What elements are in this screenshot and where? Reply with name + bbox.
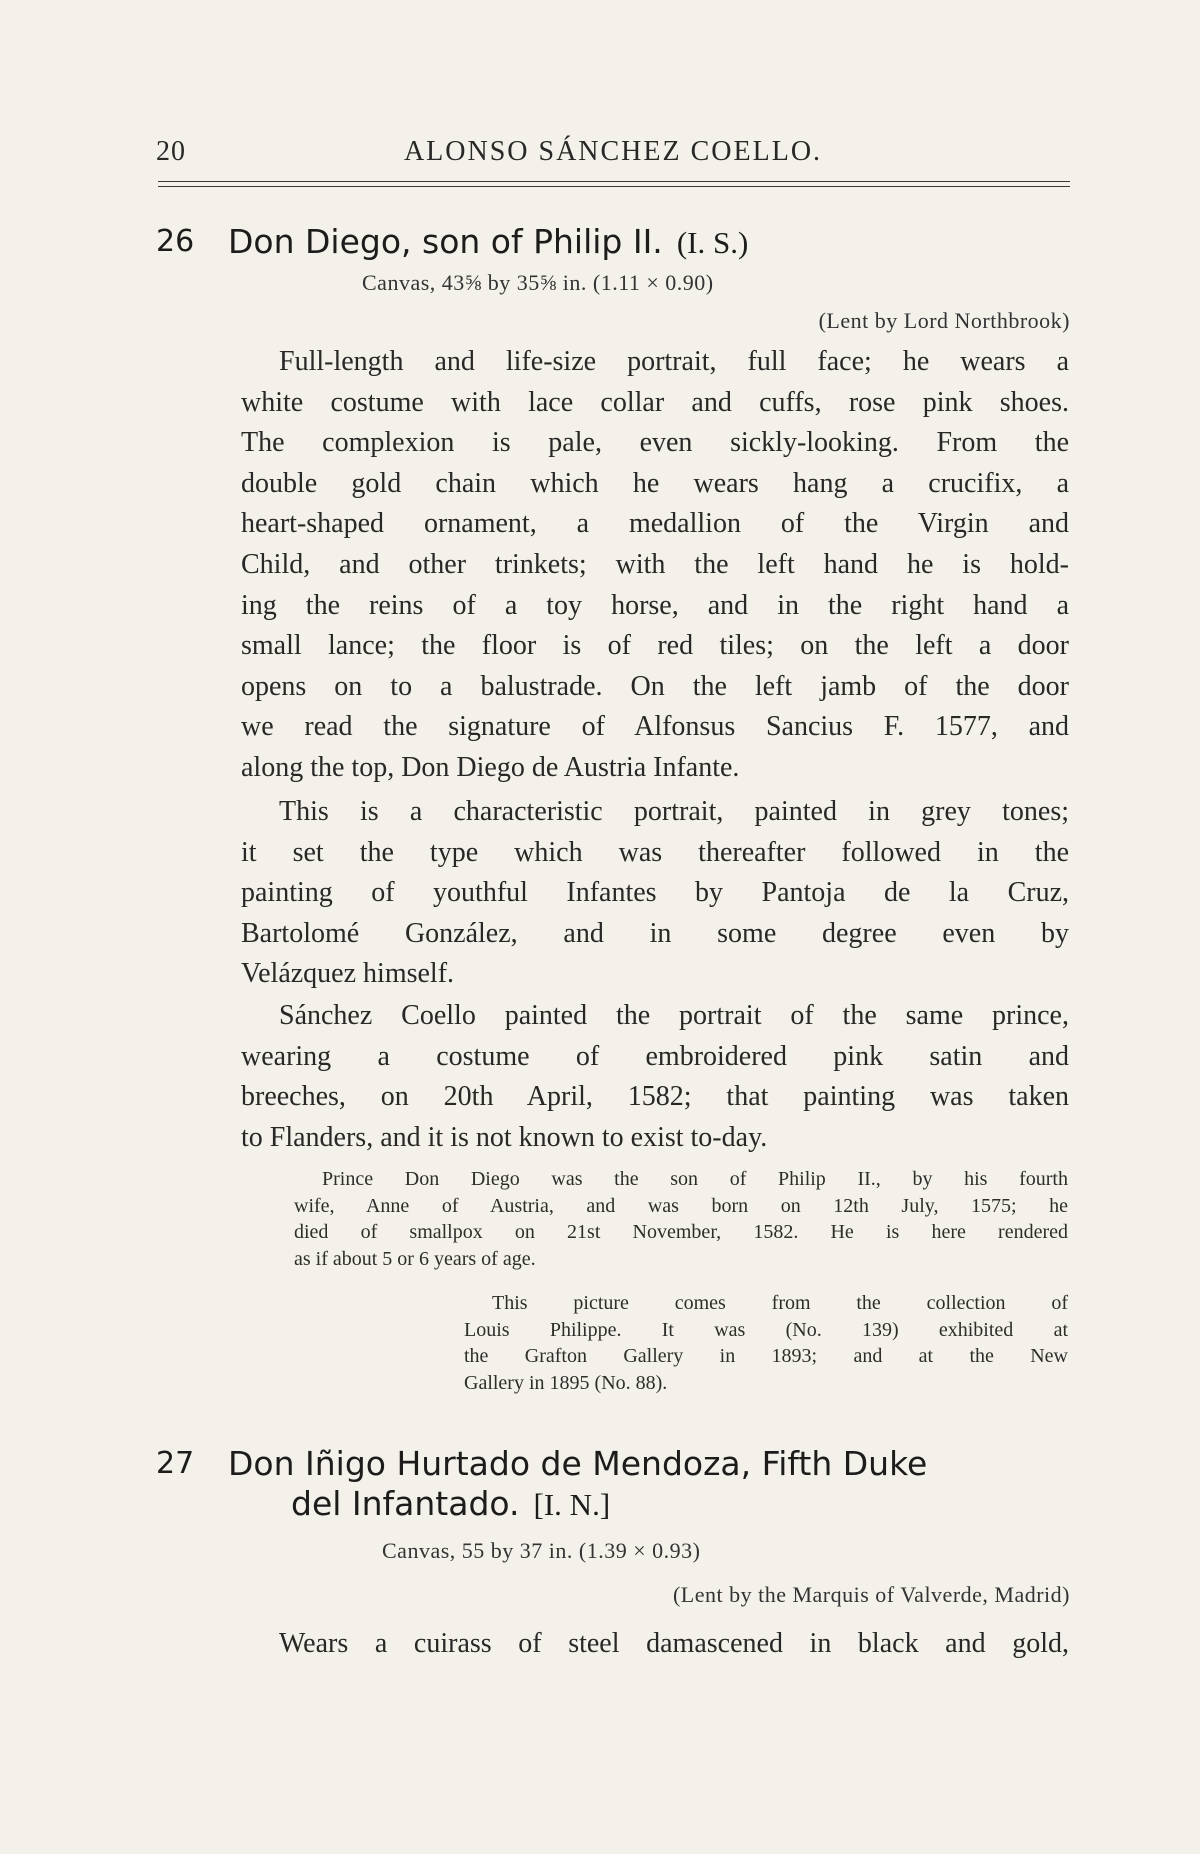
- entry-26-paragraph-1: [241, 342, 1069, 789]
- text-line: This is a characteristic portrait, painted in grey tones;: [279, 796, 1069, 827]
- text-line: Full-length and life-size portrait, full face; he wears a: [279, 346, 1069, 377]
- page-header: [156, 136, 1070, 176]
- text-line: breeches, on 20th April, 1582; that painting was taken: [241, 1081, 1069, 1113]
- text-line: ing the reins of a toy horse, and in the right hand a: [241, 589, 1069, 621]
- text-line: This picture comes from the collection of: [492, 1292, 1068, 1314]
- text-line: the Grafton Gallery in 1893; and at the New: [464, 1345, 1068, 1367]
- text-line: painting of youthful Infantes by Pantoja de la Cruz,: [241, 877, 1069, 909]
- text-line: Wears a cuirass of steel damascened in black and gold,: [279, 1628, 1069, 1659]
- page-number: 20: [156, 136, 186, 167]
- text-line: we read the signature of Alfonsus Sancius F. 1577, and: [241, 711, 1069, 743]
- text-line: Gallery in 1895 (No. 88).: [464, 1371, 668, 1394]
- entry-26-paragraph-3: [241, 996, 1069, 1158]
- entry-27-paragraph-1: [241, 1624, 1069, 1665]
- text-line: died of smallpox on 21st November, 1582. He is here rendered: [294, 1221, 1068, 1243]
- entry-27-code: [I. N.]: [533, 1487, 611, 1522]
- entry-26-paragraph-2: [241, 792, 1069, 995]
- text-line: it set the type which was thereafter followed in the: [241, 836, 1069, 868]
- entry-26-heading: [156, 222, 1070, 262]
- header-rule-bottom: [158, 186, 1070, 187]
- text-line: to Flanders, and it is not known to exist to-day.: [241, 1121, 768, 1153]
- entry-26-code: (I. S.): [676, 225, 749, 260]
- entry-27-heading: [156, 1444, 1070, 1526]
- text-line: as if about 5 or 6 years of age.: [294, 1247, 536, 1270]
- text-line: Louis Philippe. It was (No. 139) exhibited at: [464, 1318, 1068, 1341]
- entry-26-canvas: Canvas, 43⅝ by 35⅝ in. (1.11 × 0.90): [362, 270, 714, 295]
- text-line: small lance; the floor is of red tiles; on the left a door: [241, 630, 1069, 662]
- entry-27-lent: (Lent by the Marquis of Valverde, Madrid): [672, 1582, 1070, 1607]
- entry-27-title-line-2: del Infantado.: [291, 1484, 520, 1523]
- entry-27-canvas: Canvas, 55 by 37 in. (1.39 × 0.93): [382, 1538, 701, 1563]
- text-line: heart-shaped ornament, a medallion of the Virgin and: [241, 508, 1069, 540]
- text-line: Velázquez himself.: [241, 958, 455, 990]
- entry-27-title-line-1: Don Iñigo Hurtado de Mendoza, Fifth Duke: [228, 1444, 928, 1483]
- text-line: Sánchez Coello painted the portrait of the same prince,: [279, 1000, 1069, 1031]
- entry-26-title: Don Diego, son of Philip II.: [228, 222, 663, 261]
- text-line: The complexion is pale, even sickly-looking. From the: [241, 427, 1069, 459]
- text-line: along the top, Don Diego de Austria Infante.: [241, 751, 740, 783]
- entry-26-lent: (Lent by Lord Northbrook): [818, 308, 1070, 333]
- text-line: white costume with lace collar and cuffs, rose pink shoes.: [241, 386, 1069, 418]
- entry-26-note-1: [294, 1166, 1068, 1272]
- entry-26-note-2: [464, 1290, 1068, 1396]
- header-rule-top: [158, 181, 1070, 182]
- text-line: wife, Anne of Austria, and was born on 12th July, 1575; he: [294, 1194, 1068, 1217]
- text-line: wearing a costume of embroidered pink satin and: [241, 1040, 1069, 1072]
- text-line: Bartolomé González, and in some degree even by: [241, 917, 1069, 949]
- running-head: ALONSO SÁNCHEZ COELLO.: [403, 136, 823, 167]
- entry-26-number: 26: [156, 224, 195, 259]
- text-line: opens on to a balustrade. On the left jamb of the door: [241, 670, 1069, 702]
- text-line: Prince Don Diego was the son of Philip II., by his fourth: [322, 1168, 1068, 1190]
- text-line: Child, and other trinkets; with the left hand he is hold-: [241, 548, 1069, 580]
- entry-27-number: 27: [156, 1446, 195, 1481]
- text-line: double gold chain which he wears hang a crucifix, a: [241, 467, 1069, 499]
